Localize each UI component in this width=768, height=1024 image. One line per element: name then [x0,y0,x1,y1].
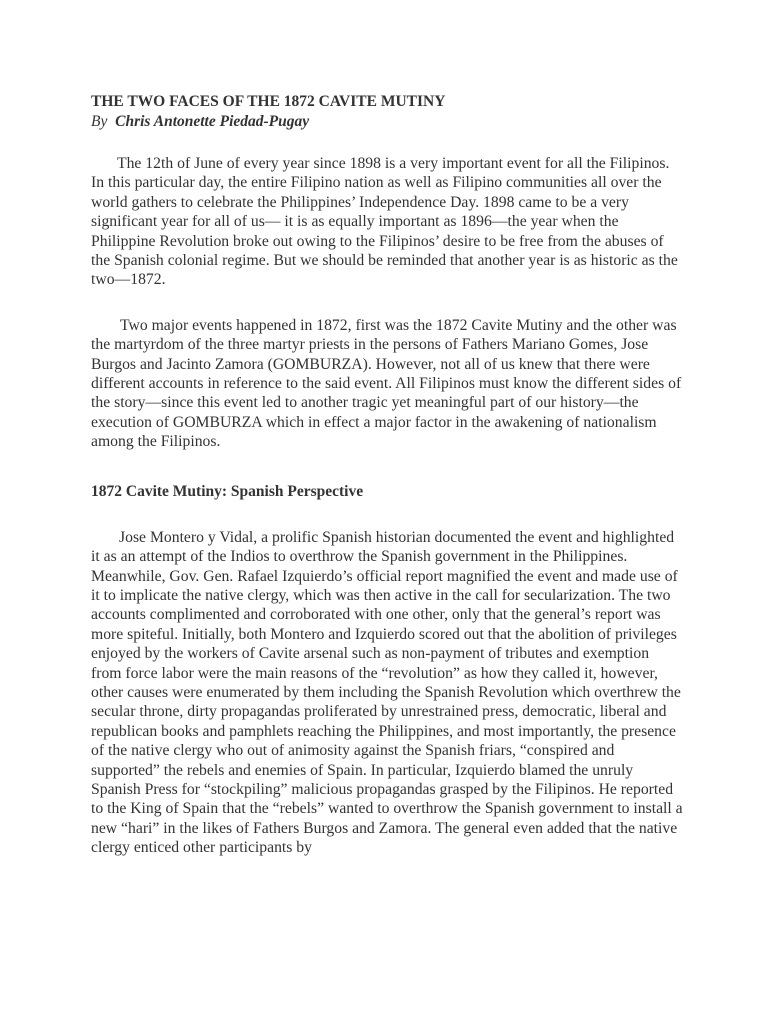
document-title: THE TWO FACES OF THE 1872 CAVITE MUTINY [91,93,446,110]
section-heading-spanish-perspective: 1872 Cavite Mutiny: Spanish Perspective [91,482,364,500]
paragraph-independence-day: The 12th of June of every year since 1898 is a very important event for all the Filipinos. In this particular day, the entire Filipino nation as well as Filipino communities all over the world gathers to celebrate the Philippines’ Independence Day. 1898 came to be a very significant year for all of us— it is as equally important as 1896—the year when the Philippine Revolution broke out owing to the Filipinos’ desire to be free from the abuses of the Spanish colonial regime. But we should be reminded that another year is as historic as the two—1872. [91,155,678,289]
author-byline [91,112,683,132]
paragraph-montero-izquierdo: Jose Montero y Vidal, a prolific Spanish historian documented the event and highlighted it as an attempt of the Indios to overthrow the Spanish government in the Philippines. Meanwhile, Gov. Gen. Rafael Izquierdo’s official report magnified the event and made use of it to implicate the native clergy, which was then active in the call for secularization. The two accounts complimented and corroborated with one other, only that the general’s report was more spiteful. Initially, both Montero and Izquierdo scored out that the abolition of privileges enjoyed by the workers of Cavite arsenal such as non-payment of tributes and exemption from force labor were the main reasons of the “revolution” as how they called it, however, other causes were enumerated by them including the Spanish Revolution which overthrew the secular throne, dirty propagandas proliferated by unrestrained press, democratic, liberal and republican books and pamphlets reaching the Philippines, and most importantly, the presence of the native clergy who out of animosity against the Spanish friars, “conspired and supported” the rebels and enemies of Spain. In particular, Izquierdo blamed the unruly Spanish Press for “stockpiling” malicious propagandas grasped by the Filipinos. He reported to the King of Spain that the “rebels” wanted to overthrow the Spanish government to install a new “hari” in the likes of Fathers Burgos and Zamora. The general even added that the native clergy enticed other participants by [91,528,683,857]
document-page [91,92,683,858]
byline-prefix: By [91,113,108,130]
paragraph-two-major-events: Two major events happened in 1872, first was the 1872 Cavite Mutiny and the other was the martyrdom of the three martyr priests in the persons of Fathers Mariano Gomes, Jose Burgos and Jacinto Zamora (GOMBURZA). However, not all of us knew that there were different accounts in reference to the said event. All Filipinos must know the different sides of the story—since this event led to another tragic yet meaningful part of our history—the execution of GOMBURZA which in effect a major factor in the awakening of nationalism among the Filipinos. [91,316,682,451]
author-name: Chris Antonette Piedad-Pugay [115,113,310,130]
